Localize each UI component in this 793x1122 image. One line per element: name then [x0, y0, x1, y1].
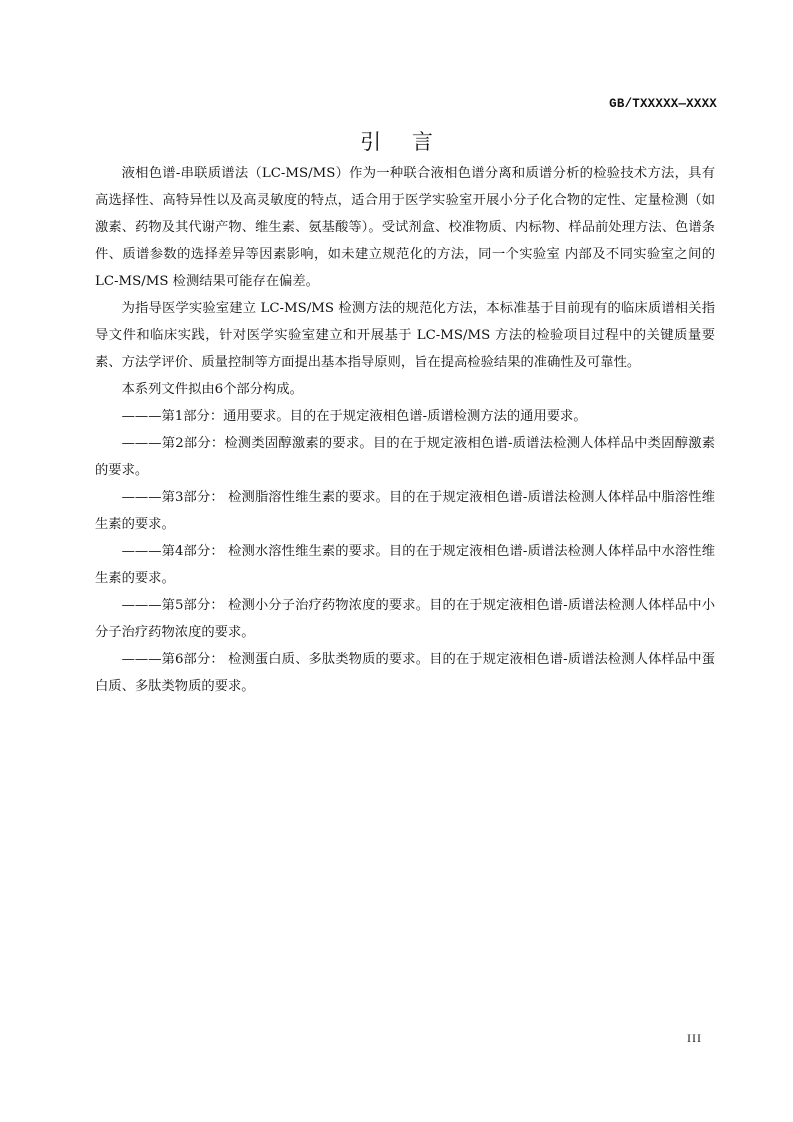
intro-paragraph-2: 为指导医学实验室建立 LC-MS/MS 检测方法的规范化方法，本标准基于目前现有的临床质谱相关指导文件和临床实践，针对医学实验室建立和开展基于 LC-MS/MS 方法的检验项目过程中的关键质量要素、方法学评价、质量控制等方面提出基本指导原则，旨在提高检验结果的准确性及可靠性。: [95, 301, 715, 370]
part-4-item: ———第4部分： 检测水溶性维生素的要求。目的在于规定液相色谱-质谱法检测人体样品中水溶性维生素的要求。: [95, 544, 715, 586]
part-6-item: ———第6部分： 检测蛋白质、多肽类物质的要求。目的在于规定液相色谱-质谱法检测人体样品中蛋白质、多肽类物质的要求。: [95, 652, 715, 694]
intro-paragraph-3: 本系列文件拟由6个部分构成。: [121, 382, 303, 397]
part-1-item: ———第1部分：通用要求。目的在于规定液相色谱-质谱检测方法的通用要求。: [121, 409, 587, 424]
part-5-item: ———第5部分： 检测小分子治疗药物浓度的要求。目的在于规定液相色谱-质谱法检测人体样品中小分子治疗药物浓度的要求。: [95, 598, 715, 640]
page-title: 引 言: [360, 130, 445, 154]
document-body: [95, 160, 715, 700]
page-number: III: [687, 1031, 702, 1045]
intro-paragraph-1: 液相色谱-串联质谱法（LC-MS/MS）作为一种联合液相色谱分离和质谱分析的检验技术方法，具有高选择性、高特异性以及高灵敏度的特点，适合用于医学实验室开展小分子化合物的定性、定量检测（如激素、药物及其代谢产物、维生素、氨基酸等）。受试剂盒、校准物质、内标物、样品前处理方法、色谱条件、质谱参数的选择差异等因素影响，如未建立规范化的方法，同一个实验室 内部及不同实验室之间的 LC-MS/MS 检测结果可能存在偏差。: [95, 166, 715, 289]
part-2-item: ———第2部分：检测类固醇激素的要求。目的在于规定液相色谱-质谱法检测人体样品中类固醇激素的要求。: [95, 436, 715, 478]
standard-code: GB/TXXXXX—XXXX: [609, 97, 717, 111]
part-3-item: ———第3部分： 检测脂溶性维生素的要求。目的在于规定液相色谱-质谱法检测人体样品中脂溶性维生素的要求。: [95, 490, 715, 532]
